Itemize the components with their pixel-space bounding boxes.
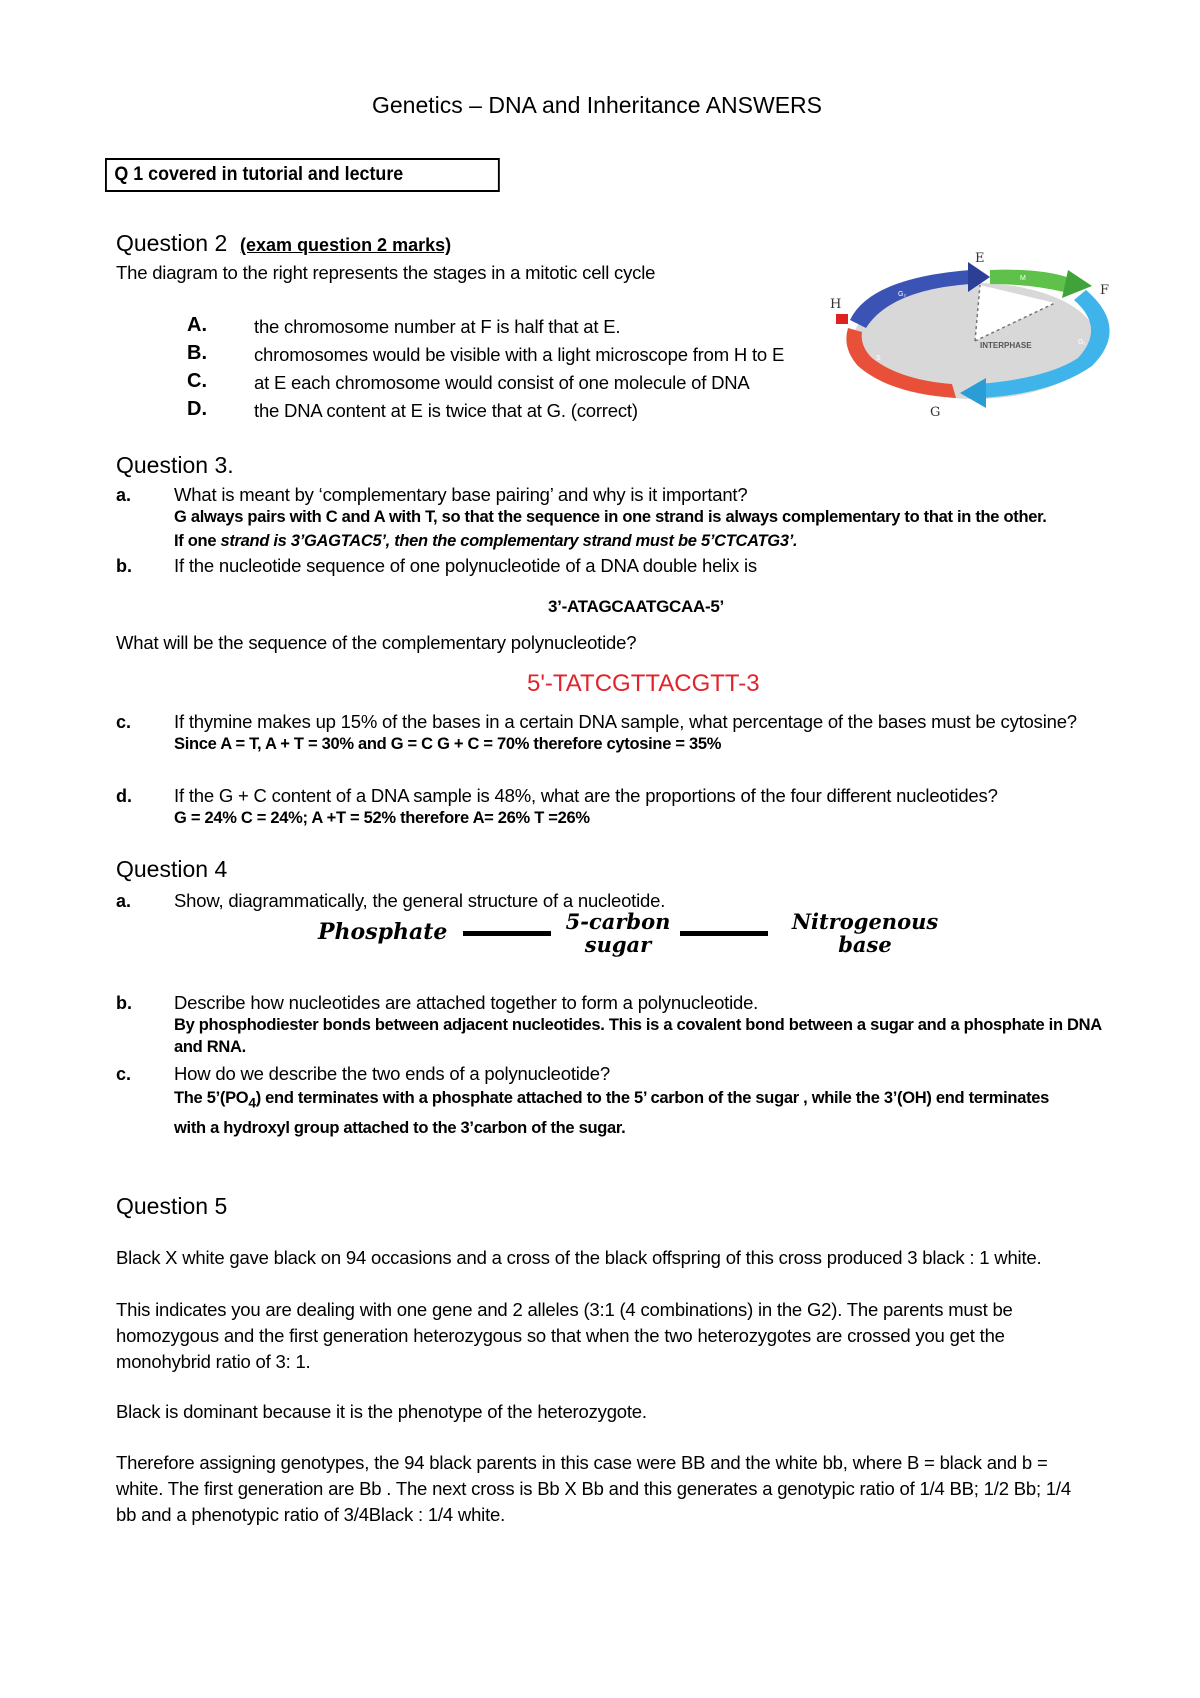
q2-option-d-text: the DNA content at E is twice that at G. (correct)	[254, 400, 638, 421]
q3-a-answer-1: G always pairs with C and A with T, so that the sequence in one strand is always complementary to that in the other.	[174, 508, 1047, 526]
q3-a-answer-2-pre: If one	[174, 532, 221, 550]
q4-b-answer-2: and RNA.	[174, 1038, 246, 1056]
q5-heading: Question 5	[116, 1193, 228, 1219]
q4-heading: Question 4	[116, 856, 228, 882]
sugar-line-1: 5-carbon	[565, 909, 671, 934]
q4-c-answer-2: with a hydroxyl group attached to the 3’carbon of the sugar.	[174, 1119, 626, 1137]
q3-b-label: b.	[116, 556, 132, 576]
q4-b-answer-1: By phosphodiester bonds between adjacent nucleotides. This is a covalent bond between a sugar and a phosphate in DNA	[174, 1016, 1102, 1034]
q2-option-a-text: the chromosome number at F is half that at E.	[254, 316, 621, 337]
q2-option-d-label: D.	[187, 398, 207, 420]
q4-a-question: Show, diagrammatically, the general structure of a nucleotide.	[174, 890, 666, 911]
q3-a-answer-2	[174, 532, 797, 551]
q4-c-answer-1	[174, 1089, 1049, 1110]
q4-c-answer-1-sub: 4	[248, 1095, 256, 1111]
q2-option-c-text: at E each chromosome would consist of one molecule of DNA	[254, 372, 750, 393]
interphase-label: INTERPHASE	[980, 341, 1032, 350]
nucleotide-phosphate-label: Phosphate	[318, 919, 448, 945]
segment-g2-label: G₂	[898, 291, 907, 298]
q3-heading: Question 3.	[116, 452, 234, 478]
phosphate-sugar-bond	[463, 931, 551, 936]
q4-b-label: b.	[116, 993, 132, 1013]
nucleotide-sugar-label	[558, 910, 678, 956]
segment-s-label: S	[876, 355, 881, 362]
q3-d-answer: G = 24% C = 24%; A +T = 52% therefore A= 26% T =26%	[174, 809, 590, 827]
diagram-label-h: H	[830, 297, 842, 312]
q2-heading	[116, 230, 451, 257]
base-line-2: base	[838, 932, 892, 957]
q3-d-label: d.	[116, 786, 132, 806]
q4-c-label: c.	[116, 1064, 132, 1084]
nucleotide-base-label	[790, 910, 940, 956]
q2-note: (exam question 2 marks)	[240, 235, 452, 255]
q4-c-answer-1-pre: The 5’(PO	[174, 1089, 249, 1107]
cell-cycle-diagram	[830, 248, 1120, 423]
q3-b-question-2: What will be the sequence of the complementary polynucleotide?	[116, 632, 637, 653]
q1-box: Q 1 covered in tutorial and lecture	[105, 158, 500, 192]
q3-b-answer: 5'-TATCGTTACGTT-3	[527, 670, 760, 697]
sugar-line-2: sugar	[584, 932, 652, 957]
base-line-1: Nitrogenous	[791, 909, 939, 934]
q3-b-sequence: 3’-ATAGCAATGCAA-5’	[548, 597, 724, 616]
q3-a-question: What is meant by ‘complementary base pairing’ and why is it important?	[174, 484, 748, 505]
q3-b-question: If the nucleotide sequence of one polynucleotide of a DNA double helix is	[174, 555, 757, 576]
q5-paragraph-4-line-3: bb and a phenotypic ratio of 3/4Black : 1/4 white.	[116, 1504, 506, 1525]
q5-paragraph-3: Black is dominant because it is the phenotype of the heterozygote.	[116, 1401, 647, 1422]
diagram-label-e: E	[975, 251, 985, 266]
q5-paragraph-4-line-1: Therefore assigning genotypes, the 94 black parents in this case were BB and the white bb, where B = black and b =	[116, 1452, 1048, 1473]
q5-paragraph-4-line-2: white. The first generation are Bb . The next cross is Bb X Bb and this generates a genotypic ratio of 1/4 BB; 1/2 Bb; 1/4	[116, 1478, 1071, 1499]
q2-option-c-label: C.	[187, 370, 207, 392]
q5-paragraph-2-line-1: This indicates you are dealing with one gene and 2 alleles (3:1 (4 combinations) in the G2). The parents must be	[116, 1299, 1013, 1320]
q2-heading-text: Question 2	[116, 230, 228, 256]
q5-paragraph-2-line-3: monohybrid ratio of 3: 1.	[116, 1351, 311, 1372]
q4-c-question: How do we describe the two ends of a polynucleotide?	[174, 1063, 610, 1084]
q2-intro: The diagram to the right represents the stages in a mitotic cell cycle	[116, 262, 656, 283]
q3-c-label: c.	[116, 712, 132, 732]
q2-option-b-label: B.	[187, 342, 207, 364]
q2-option-a-label: A.	[187, 314, 207, 336]
q4-c-answer-1-post: ) end terminates with a phosphate attached to the 5’ carbon of the sugar , while the 3’(OH) end terminates	[255, 1089, 1050, 1107]
diagram-label-f: F	[1100, 283, 1110, 298]
q3-c-answer: Since A = T, A + T = 30% and G = C G + C = 70% therefore cytosine = 35%	[174, 735, 722, 753]
segment-m-label: M	[1020, 275, 1026, 282]
q3-d-question: If the G + C content of a DNA sample is 48%, what are the proportions of the four different nucleotides?	[174, 785, 998, 806]
q4-b-question: Describe how nucleotides are attached together to form a polynucleotide.	[174, 992, 759, 1013]
segment-g1-label: G₁	[1078, 339, 1086, 346]
q3-a-answer-2-italic: strand is 3’GAGTAC5’, then the complementary strand must be 5’CTCATG3’.	[220, 532, 798, 550]
q4-a-label: a.	[116, 891, 132, 911]
page-title: Genetics – DNA and Inheritance ANSWERS	[372, 92, 822, 118]
q5-paragraph-1: Black X white gave black on 94 occasions and a cross of the black offspring of this cross produced 3 black : 1 white.	[116, 1247, 1042, 1268]
q3-a-label: a.	[116, 485, 132, 505]
q2-option-b-text: chromosomes would be visible with a light microscope from H to E	[254, 344, 785, 365]
q3-c-question: If thymine makes up 15% of the bases in a certain DNA sample, what percentage of the bases must be cytosine?	[174, 711, 1077, 732]
q5-paragraph-2-line-2: homozygous and the first generation heterozygous so that when the two heterozygotes are crossed you get the	[116, 1325, 1005, 1346]
sugar-base-bond	[680, 931, 768, 936]
diagram-label-g: G	[930, 405, 941, 420]
